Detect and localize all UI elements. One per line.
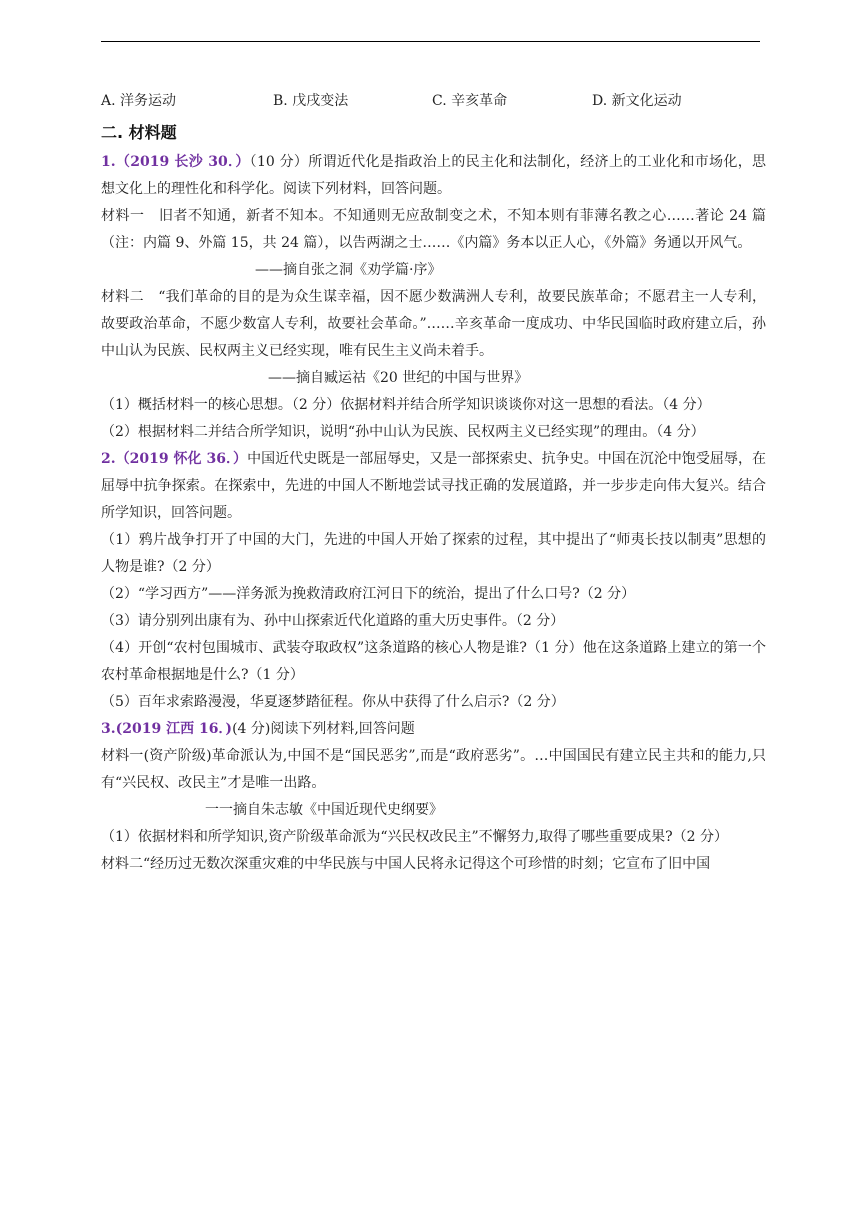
q1-material-1: 材料一 旧者不知通，新者不知本。不知通则无应敌制变之术，不知本则有菲薄名教之心……著论 24 篇（注：内篇 9、外篇 15，共 24 篇），以告两湖之士……《内篇》务本以正人心，《外篇》务通以开风气。 bbox=[101, 208, 766, 251]
question-2-intro bbox=[101, 446, 766, 527]
q2-subquestion-5: （5）百年求索路漫漫，华夏逐梦踏征程。你从中获得了什么启示?（2 分） bbox=[101, 694, 565, 710]
q3-material-1-source: 一一摘自朱志敏《中国近现代史纲要》 bbox=[205, 802, 443, 818]
answer-options bbox=[101, 88, 766, 114]
question-3-intro bbox=[101, 716, 766, 743]
q3-subquestion-1: （1）依据材料和所学知识,资产阶级革命派为“兴民权改民主”不懈努力,取得了哪些重要成果?（2 分） bbox=[101, 829, 728, 845]
q2-subquestion-4: （4）开创“农村包围城市、武装夺取政权”这条道路的核心人物是谁?（1 分）他在这条道路上建立的第一个农村革命根据地是什么?（1 分） bbox=[101, 640, 766, 683]
question-3-text: (4 分)阅读下列材料,回答问题 bbox=[232, 721, 415, 737]
question-1-text: （10 分）所谓近代化是指政治上的民主化和法制化，经济上的工业化和市场化，思想文化上的理性化和科学化。阅读下列材料，回答问题。 bbox=[101, 154, 767, 197]
question-2-number: 2.（2019 怀化 36．） bbox=[101, 451, 248, 467]
q3-material-2: 材料二“经历过无数次深重灾难的中华民族与中国人民将永记得这个可珍惜的时刻；它宣布了旧中国 bbox=[101, 856, 711, 872]
q2-subquestion-1: （1）鸦片战争打开了中国的大门，先进的中国人开始了探索的过程，其中提出了“师夷长技以制夷”思想的人物是谁?（2 分） bbox=[101, 532, 766, 575]
q1-material-1-source: ——摘自张之洞《劝学篇·序》 bbox=[255, 262, 442, 278]
q1-material-2: 材料二 “我们革命的目的是为众生谋幸福，因不愿少数满洲人专利，故要民族革命；不愿君主一人专利，故要政治革命，不愿少数富人专利，故要社会革命。”……辛亥革命一度成功、中华民国临时政府建立后，孙中山认为民族、民权两主义已经实现，唯有民生主义尚未着手。 bbox=[101, 289, 766, 359]
q3-material-1: 材料一(资产阶级)革命派认为,中国不是“国民恶劣”,而是“政府恶劣”。…中国国民有建立民主共和的能力,只有“兴民权、改民主”才是唯一出路。 bbox=[101, 748, 766, 791]
option-d: D. 新文化运动 bbox=[592, 93, 682, 109]
document-body bbox=[101, 88, 766, 878]
q1-subquestion-2: （2）根据材料二并结合所学知识，说明“孙中山认为民族、民权两主义已经实现”的理由。（4 分） bbox=[101, 424, 705, 440]
q1-material-2-source: ——摘自臧运祜《20 世纪的中国与世界》 bbox=[268, 370, 529, 386]
section-title: 二. 材料题 bbox=[101, 123, 177, 142]
question-2-text: 中国近代史既是一部屈辱史，又是一部探索史、抗争史。中国在沉沦中饱受屈辱，在屈辱中抗争探索。在探索中，先进的中国人不断地尝试寻找正确的发展道路，并一步步走向伟大复兴。结合所学知识，回答问题。 bbox=[101, 451, 767, 521]
q2-subquestion-2: （2）“学习西方”——洋务派为挽救清政府江河日下的统治，提出了什么口号?（2 分） bbox=[101, 586, 636, 602]
question-3-number: 3.(2019 江西 16．) bbox=[101, 721, 233, 737]
option-b: B. 戊戌变法 bbox=[273, 93, 349, 109]
q1-subquestion-1: （1）概括材料一的核心思想。（2 分）依据材料并结合所学知识谈谈你对这一思想的看法。（4 分） bbox=[101, 397, 711, 413]
question-1-intro bbox=[101, 149, 766, 203]
option-a: A. 洋务运动 bbox=[101, 93, 177, 109]
header-rule bbox=[101, 41, 760, 42]
option-c: C. 辛亥革命 bbox=[432, 93, 508, 109]
question-1-number: 1.（2019 长沙 30．） bbox=[101, 154, 250, 170]
q2-subquestion-3: （3）请分别列出康有为、孙中山探索近代化道路的重大历史事件。（2 分） bbox=[101, 613, 565, 629]
